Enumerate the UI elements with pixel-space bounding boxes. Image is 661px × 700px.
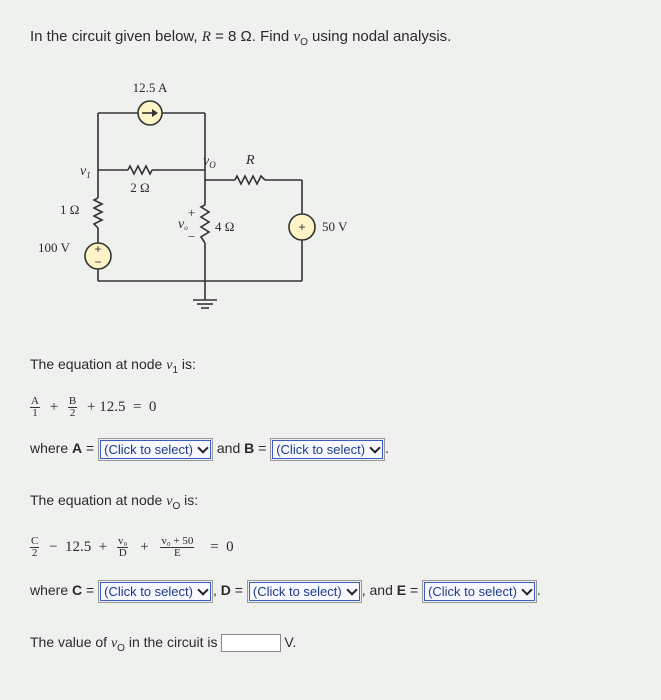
heading-suffix: is:	[180, 492, 199, 508]
eq-sign: =	[254, 440, 271, 457]
select-e-value: (Click to select)	[428, 584, 517, 599]
select-a-wrapper	[98, 438, 213, 461]
resistor-4ohm	[201, 205, 209, 243]
frac-c-num: C	[31, 535, 39, 547]
frac-b-num: B	[68, 395, 77, 407]
resistor-1ohm	[94, 198, 102, 228]
select-d-value: (Click to select)	[252, 584, 342, 599]
vo-plus: +	[188, 205, 196, 220]
select-a-dropdown[interactable]	[100, 440, 211, 459]
question-prefix: In the circuit given below,	[30, 28, 202, 45]
frac-b-den: 2	[69, 407, 76, 419]
fraction-b	[68, 396, 77, 419]
b-label: B	[244, 440, 255, 457]
circuit-diagram	[0, 0, 661, 330]
select-b-wrapper	[270, 438, 385, 461]
r-value: = 8 Ω. Find	[210, 28, 294, 45]
node-v1-equation	[30, 396, 156, 419]
node-v1-heading	[30, 356, 196, 376]
fraction-c	[30, 536, 39, 559]
select-e-wrapper	[422, 580, 537, 603]
resistor-2ohm	[128, 166, 152, 174]
label-2ohm: 2 Ω	[130, 180, 150, 195]
node-vo-where-line	[30, 580, 541, 603]
svg-text:+: +	[298, 220, 306, 234]
and-text: , and	[361, 582, 397, 599]
frac-d-den: D	[118, 547, 127, 559]
chevron-down-icon	[197, 442, 208, 453]
where-text: where	[30, 582, 73, 599]
svg-text:−: −	[94, 255, 102, 269]
answer-prefix: The value of	[30, 634, 111, 650]
frac-c-den: 2	[31, 547, 38, 559]
vo-minus: −	[188, 229, 196, 244]
period: .	[385, 440, 389, 457]
answer-line	[30, 634, 296, 654]
frac-a-num: A	[31, 395, 39, 407]
heading-prefix: The equation at node	[30, 492, 167, 508]
chevron-down-icon	[369, 442, 380, 453]
and-text: and	[212, 440, 245, 457]
eq-sign: =	[230, 582, 247, 599]
voltage-source-50v	[289, 214, 315, 240]
answer-mid: in the circuit is	[124, 634, 222, 650]
select-e-dropdown[interactable]	[424, 582, 535, 601]
select-a-value: (Click to select)	[104, 442, 193, 457]
label-100v: 100 V	[38, 240, 70, 255]
period: .	[536, 582, 541, 599]
c-label: C	[72, 582, 83, 599]
answer-var: v	[110, 636, 118, 651]
frac-a-den: 1	[32, 407, 38, 419]
heading-sub: O	[172, 500, 181, 512]
chevron-down-icon	[197, 584, 208, 595]
current-source	[138, 101, 162, 125]
minus-term: − 12.5 +	[49, 538, 108, 555]
answer-sub: O	[117, 642, 125, 654]
r-label: R	[246, 153, 255, 168]
eq-sign: =	[406, 582, 423, 599]
vo-subscript: O	[300, 37, 308, 48]
node-v1-where-line	[30, 438, 389, 461]
node-vo-heading	[30, 492, 198, 512]
where-text: where	[30, 440, 73, 457]
eq-sign: =	[82, 440, 99, 457]
current-source-label: 12.5 A	[132, 80, 168, 95]
d-label: D	[220, 582, 231, 599]
equation-rest: = 0	[210, 538, 234, 555]
vo-answer-input[interactable]	[221, 634, 281, 652]
heading-var: v	[166, 494, 173, 509]
answer-unit: V.	[284, 634, 297, 650]
chevron-down-icon	[346, 584, 357, 595]
label-4ohm: 4 Ω	[215, 219, 235, 234]
e-label: E	[396, 582, 407, 599]
vo-small-label: vo	[178, 217, 188, 232]
r-variable: R	[201, 29, 211, 45]
resistor-r	[235, 176, 265, 184]
v1-label: $v_1$	[80, 164, 91, 180]
frac-d-num: v₀	[118, 535, 128, 547]
heading-var: v	[166, 358, 173, 373]
select-c-wrapper	[98, 580, 213, 603]
select-b-dropdown[interactable]	[272, 440, 383, 459]
select-d-wrapper	[247, 580, 362, 603]
vo-variable: v	[293, 29, 301, 45]
label-1ohm: 1 Ω	[60, 202, 80, 217]
voltage-source-100v	[85, 242, 111, 269]
select-d-dropdown[interactable]	[249, 582, 360, 601]
select-c-dropdown[interactable]	[100, 582, 211, 601]
plus-sign: +	[49, 398, 59, 415]
equation-rest: + 12.5 = 0	[87, 398, 157, 415]
heading-sub: 1	[172, 364, 179, 376]
node-vo-equation	[30, 536, 234, 559]
eq-sign: =	[82, 582, 99, 599]
question-suffix: using nodal analysis.	[307, 28, 452, 45]
heading-suffix: is:	[178, 356, 196, 372]
heading-prefix: The equation at node	[30, 356, 167, 372]
comma: ,	[212, 582, 221, 599]
a-label: A	[72, 440, 83, 457]
chevron-down-icon	[521, 584, 532, 595]
fraction-e	[160, 536, 194, 559]
fraction-a	[30, 396, 40, 419]
plus-sign: +	[140, 538, 149, 555]
svg-text:+: +	[94, 242, 102, 256]
vo-label: $v_O$	[203, 154, 216, 170]
select-c-value: (Click to select)	[104, 584, 193, 599]
select-b-value: (Click to select)	[276, 442, 366, 457]
frac-e-num: v₀ + 50	[161, 535, 194, 547]
frac-e-den: E	[173, 547, 181, 559]
fraction-d	[117, 536, 128, 559]
label-50v: 50 V	[322, 219, 348, 234]
